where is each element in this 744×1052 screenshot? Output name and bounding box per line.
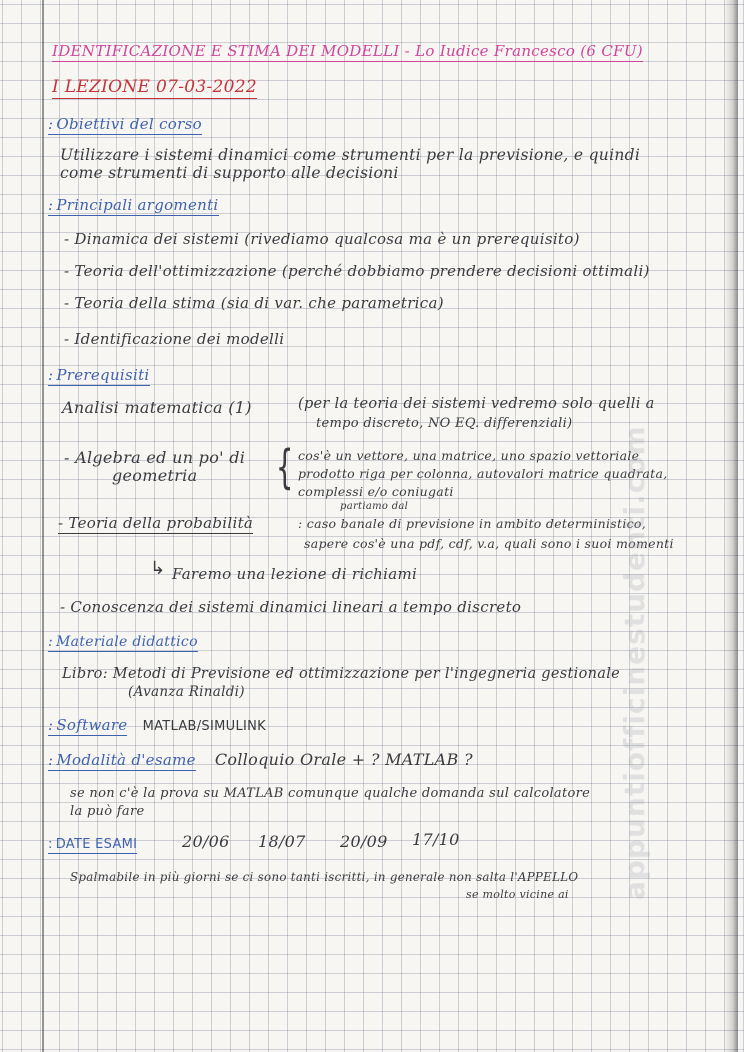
exam-date: 17/10 bbox=[412, 830, 460, 849]
materiale-line-2: (Avanza Rinaldi) bbox=[128, 684, 245, 700]
date-note-2: se molto vicine ai bbox=[466, 888, 569, 901]
esame-note-1: se non c'è la prova su MATLAB comunque qualche domanda sul calcolatore bbox=[70, 786, 591, 801]
heading-text: Prerequisiti bbox=[56, 366, 150, 384]
watermark: appuntiofficinestudenti.com bbox=[618, 425, 651, 900]
prob-note: partiamo dal bbox=[340, 501, 409, 512]
analisi-detail-2: tempo discreto, NO EQ. differenziali) bbox=[316, 416, 573, 431]
section-heading-obiettivi: : Obiettivi del corso bbox=[48, 115, 202, 133]
algebra-label-1: - Algebra ed un po' di bbox=[64, 448, 246, 467]
page-title: IDENTIFICAZIONE E STIMA DEI MODELLI - Lo Iudice Francesco (6 CFU) bbox=[52, 42, 643, 60]
section-heading-software: : Software bbox=[48, 716, 128, 734]
obiettivi-line-1: Utilizzare i sistemi dinamici come strumenti per la previsione, e quindi bbox=[60, 146, 641, 164]
exam-date: 18/07 bbox=[258, 832, 306, 851]
analisi-label: Analisi matematica (1) bbox=[62, 398, 252, 417]
conoscenza-item: - Conoscenza dei sistemi dinamici lineari a tempo discreto bbox=[60, 598, 522, 616]
software-value: MATLAB/SIMULINK bbox=[142, 719, 266, 734]
esame-note-2: la può fare bbox=[70, 804, 145, 819]
argomento-item: - Dinamica dei sistemi (rivediamo qualcosa ma è un prerequisito) bbox=[64, 230, 580, 248]
heading-text: Software bbox=[56, 716, 128, 734]
section-heading-prerequisiti: : Prerequisiti bbox=[48, 366, 150, 384]
argomento-item: - Identificazione dei modelli bbox=[64, 330, 285, 348]
date-note-1: Spalmabile in più giorni se ci sono tanti iscritti, in generale non salta l'APPELLO bbox=[70, 870, 579, 884]
esame-value: Colloquio Orale + ? MATLAB ? bbox=[214, 750, 473, 769]
materiale-line-1: Libro: Metodi di Previsione ed ottimizzazione per l'ingegneria gestionale bbox=[62, 666, 621, 682]
section-heading-argomenti: : Principali argomenti bbox=[48, 196, 219, 214]
algebra-detail-3: complessi e/o coniugati bbox=[298, 484, 454, 499]
heading-text: Obiettivi del corso bbox=[56, 115, 202, 133]
exam-date: 20/09 bbox=[340, 832, 388, 851]
section-heading-esame: : Modalità d'esame bbox=[48, 751, 196, 769]
analisi-detail-1: (per la teoria dei sistemi vedremo solo quelli a bbox=[298, 396, 655, 412]
obiettivi-line-2: come strumenti di supporto alle decisioni bbox=[60, 164, 399, 182]
brace: { bbox=[275, 440, 294, 494]
argomento-item: - Teoria della stima (sia di var. che parametrica) bbox=[64, 294, 444, 312]
argomento-item: - Teoria dell'ottimizzazione (perché dobbiamo prendere decisioni ottimali) bbox=[64, 262, 650, 280]
probabilita-followup: Faremo una lezione di richiami bbox=[172, 565, 418, 583]
section-heading-date: : DATE ESAMI bbox=[48, 837, 138, 852]
probabilita-label: - Teoria della probabilità bbox=[58, 514, 254, 532]
heading-text: Modalità d'esame bbox=[56, 751, 196, 769]
section-heading-materiale: : Materiale didattico bbox=[48, 634, 198, 650]
probabilita-detail-2: sapere cos'è una pdf, cdf, v.a, quali sono i suoi momenti bbox=[304, 536, 674, 551]
software-row bbox=[48, 716, 266, 734]
algebra-detail-1: cos'è un vettore, una matrice, uno spazio vettoriale bbox=[298, 448, 640, 463]
probabilita-detail-1: : caso banale di previsione in ambito deterministico, bbox=[298, 516, 647, 531]
lesson-date: I LEZIONE 07-03-2022 bbox=[52, 77, 257, 97]
esame-row bbox=[48, 750, 473, 769]
date-row bbox=[48, 834, 137, 852]
page-edge-shadow bbox=[724, 0, 738, 1052]
heading-text: Principali argomenti bbox=[56, 196, 219, 214]
heading-text: DATE ESAMI bbox=[55, 837, 138, 852]
margin-line bbox=[42, 0, 44, 1052]
heading-text: Materiale didattico bbox=[56, 634, 198, 650]
exam-date: 20/06 bbox=[182, 832, 230, 851]
algebra-detail-2: prodotto riga per colonna, autovalori matrice quadrata, bbox=[298, 466, 668, 481]
arrow-icon: ↳ bbox=[150, 558, 166, 579]
algebra-label-2: geometria bbox=[112, 466, 198, 485]
